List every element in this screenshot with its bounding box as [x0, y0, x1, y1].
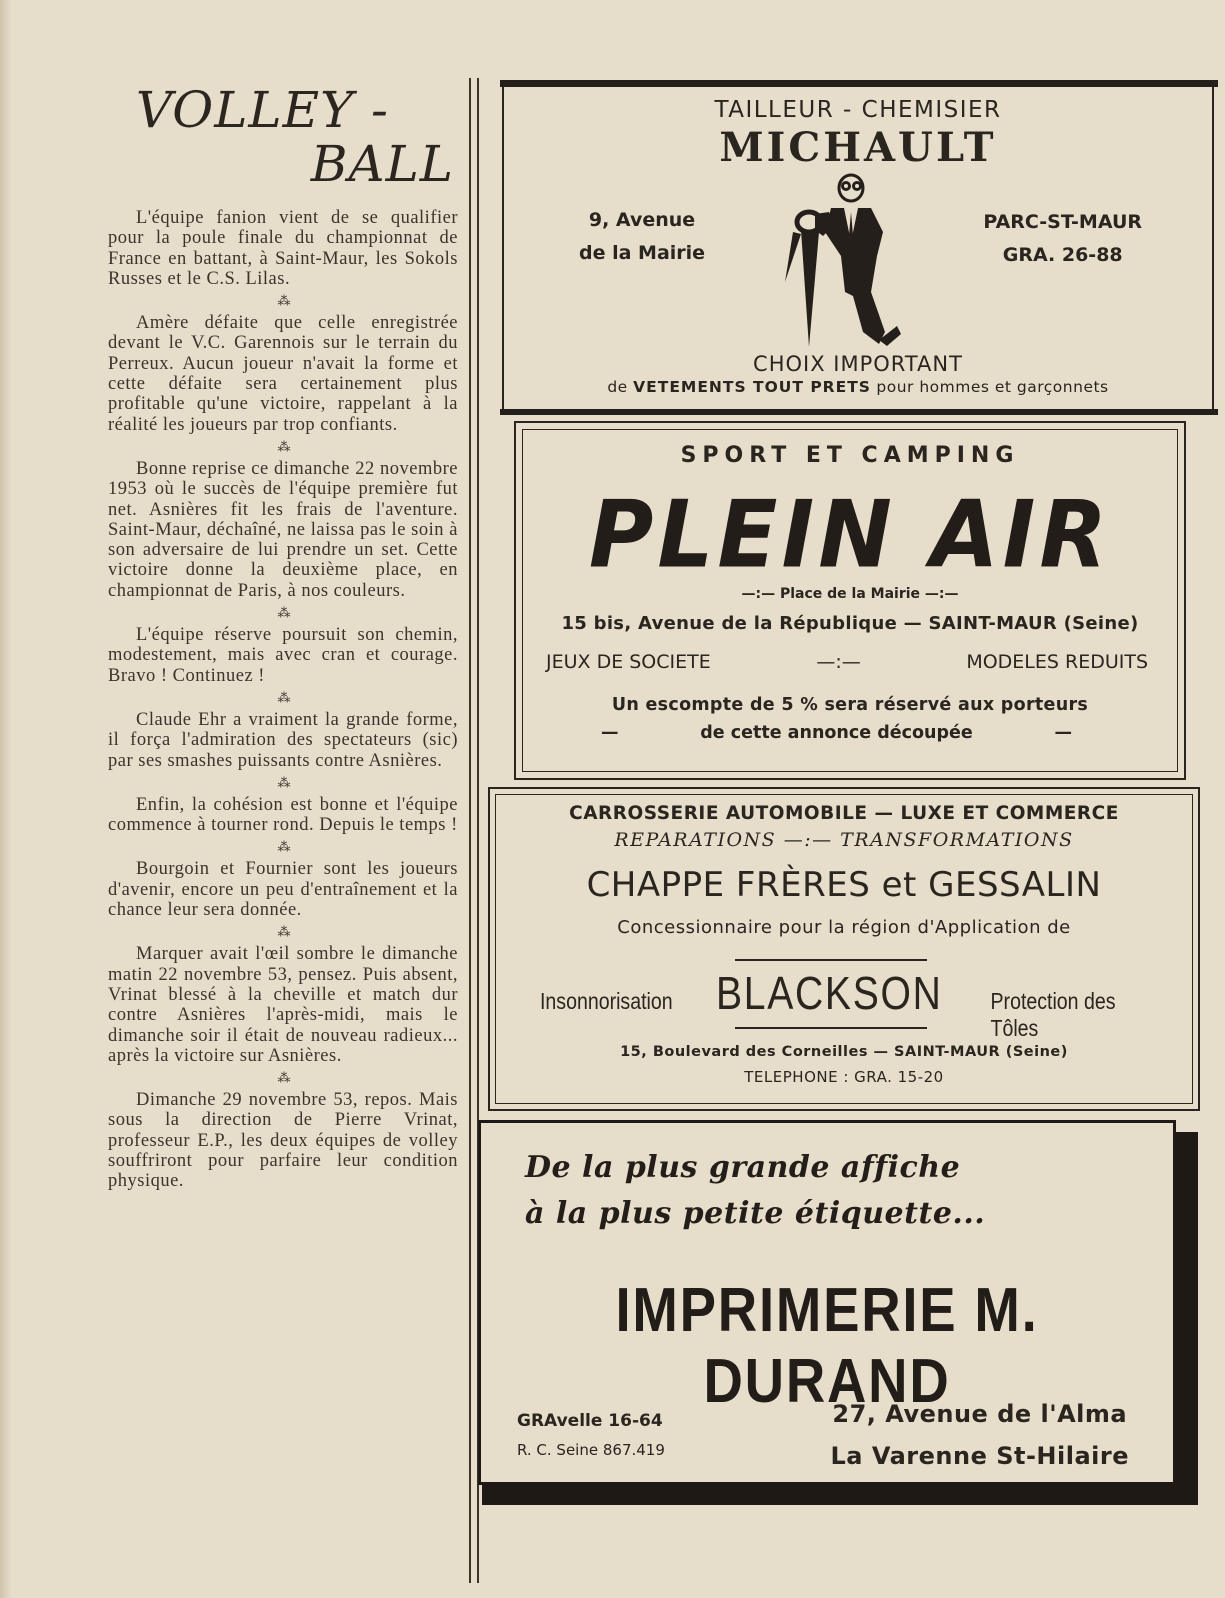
tagline-post: pour hommes et garçonnets — [876, 378, 1109, 396]
slogan-line: à la plus petite étiquette... — [525, 1196, 986, 1231]
ad-durand-slogan — [525, 1145, 985, 1237]
article-paragraph: Dimanche 29 novembre 53, repos. Mais sous la direction de Pierre Vrinat, professeur E.P., les deux équipes de volley souffriront pour parfaire leur condition physique. — [108, 1090, 458, 1192]
product-separator: —:— — [816, 651, 861, 673]
ad-chappe-brand-row — [540, 966, 1146, 1042]
ad-chappe-address: 15, Boulevard des Corneilles — SAINT-MAUR (Seine) — [620, 1044, 1068, 1060]
rule — [500, 80, 1218, 87]
ad-durand — [478, 1120, 1198, 1505]
separator-stars: ⁂ — [277, 294, 289, 310]
tailor-figure-illustration — [779, 172, 909, 357]
separator-stars: ⁂ — [277, 1071, 289, 1087]
tagline-bold: VETEMENTS TOUT PRETS — [633, 378, 871, 396]
tagline-pre: de — [607, 378, 628, 396]
ad-chappe-name: CHAPPE FRÈRES et GESSALIN — [586, 865, 1102, 905]
address-line: La Varenne St-Hilaire — [830, 1442, 1129, 1470]
column-divider — [469, 78, 471, 1583]
article-paragraph: Claude Ehr a vraiment la grande forme, il força l'admiration des spectateurs (sic) par ses smashes puissants contre Asnières. — [108, 709, 458, 771]
ad-chappe-phone: TELEPHONE : GRA. 15-20 — [744, 1068, 944, 1086]
dash: — — [601, 723, 619, 743]
ad-chappe — [488, 787, 1200, 1111]
brand-rule — [735, 959, 927, 961]
article-paragraph: Enfin, la cohésion est bonne et l'équipe commence à tourner rond. Depuis le temps ! — [108, 794, 458, 836]
separator-stars: ⁂ — [277, 840, 289, 856]
ad-plein-air — [514, 421, 1186, 780]
article-paragraph: L'équipe fanion vient de se qualifier pour la poule finale du championnat de France en battant, à Saint-Maur, les Sokols Russes et le C.S. Lilas. — [108, 208, 458, 289]
article-title-line1: VOLLEY - — [136, 81, 389, 139]
address-line: de la Mairie — [579, 242, 706, 264]
article-title-line2: BALL — [310, 135, 454, 193]
separator-stars: ⁂ — [277, 925, 289, 941]
article-paragraph: Amère défaite que celle enregistrée devant le V.C. Garennois sur le terrain du Perreux. Aucun joueur n'avait la forme et cette défaite sera certainement plus profitable qu'une victoire, rappelant à la réalité les joueurs par trop confiants. — [108, 313, 458, 435]
address-line: 27, Avenue de l'Alma — [832, 1400, 1128, 1428]
ad-durand-rc: R. C. Seine 867.419 — [517, 1441, 665, 1459]
page-edge — [0, 0, 12, 1598]
article-paragraph: L'équipe réserve poursuit son chemin, modestement, mais avec cran et courage. Bravo ! Continuez ! — [108, 625, 458, 686]
ad-michault-name: MICHAULT — [719, 124, 997, 171]
ad-durand-address — [830, 1393, 1129, 1477]
brand-rule — [735, 1027, 927, 1029]
ad-plein-air-address: 15 bis, Avenue de la République — SAINT-MAUR (Seine) — [561, 613, 1139, 634]
ad-michault-choice: CHOIX IMPORTANT — [753, 352, 963, 376]
ad-michault-tagline — [504, 378, 1212, 396]
slogan-line: De la plus grande affiche — [525, 1150, 961, 1185]
ad-durand-box — [478, 1120, 1176, 1485]
discount-text: de cette annonce découpée — [700, 723, 973, 743]
ad-chappe-concession: Concessionnaire pour la région d'Application de — [617, 917, 1071, 938]
article-paragraph: Bonne reprise ce dimanche 22 novembre 1953 où le succès de l'équipe première fut net. Asnières fit les frais de l'aventure. Saint-Maur, déchaîné, ne laissa pas le soin à son adversaire de lui prendre un set. Cette victoire donne la deuxième place, en championnat de Paris, à nos couleurs. — [108, 458, 458, 601]
ad-michault-address — [579, 204, 705, 270]
separator-stars: ⁂ — [277, 606, 289, 622]
ad-plein-air-place: —:— Place de la Mairie —:— — [741, 586, 959, 602]
product-left: JEUX DE SOCIETE — [546, 651, 711, 673]
phone-number: GRA. 26-88 — [1002, 244, 1123, 266]
separator-stars: ⁂ — [277, 690, 289, 706]
rule — [500, 409, 1218, 415]
brand-name: BLACKSON — [715, 967, 943, 1019]
ad-plein-air-discount-2 — [601, 723, 1072, 743]
ad-michault-city — [983, 206, 1142, 272]
ad-durand-name: IMPRIMERIE M. DURAND — [615, 1276, 1039, 1416]
ad-plein-air-products — [546, 651, 1148, 673]
dash: — — [1054, 723, 1072, 743]
ad-plein-air-header: SPORT ET CAMPING — [680, 443, 1020, 468]
article-paragraph: Marquer avait l'œil sombre le dimanche matin 22 novembre 53, pensez. Puis absent, Vrinat blessé à la cheville et match dur contre Asnières l'après-midi, mais le dimanche soir il était de nouveau radieux... après la victoire sur Asnières. — [108, 944, 458, 1066]
ad-michault — [502, 80, 1214, 415]
ad-durand-phone: GRAvelle 16-64 — [517, 1411, 663, 1431]
article-column — [108, 82, 458, 1192]
separator-stars: ⁂ — [277, 439, 289, 455]
address-line: 9, Avenue — [588, 209, 696, 231]
ad-michault-header: TAILLEUR - CHEMISIER — [714, 97, 1002, 123]
city-name: PARC-ST-MAUR — [983, 211, 1142, 233]
ad-plein-air-name: PLEIN AIR — [588, 480, 1112, 589]
ad-chappe-sub: REPARATIONS —:— TRANSFORMATIONS — [614, 829, 1074, 851]
separator-stars: ⁂ — [277, 775, 289, 791]
article-paragraph: Bourgoin et Fournier sont les joueurs d'avenir, encore un peu d'entraînement et la chance leur sera donnée. — [108, 859, 458, 921]
product-right: MODELES REDUITS — [966, 651, 1148, 673]
ad-chappe-header: CARROSSERIE AUTOMOBILE — LUXE ET COMMERCE — [569, 803, 1119, 824]
service-right: Protection des Tôles — [990, 988, 1116, 1041]
service-left: Insonnorisation — [540, 988, 673, 1014]
ad-plein-air-discount: Un escompte de 5 % sera réservé aux porteurs — [611, 695, 1089, 715]
